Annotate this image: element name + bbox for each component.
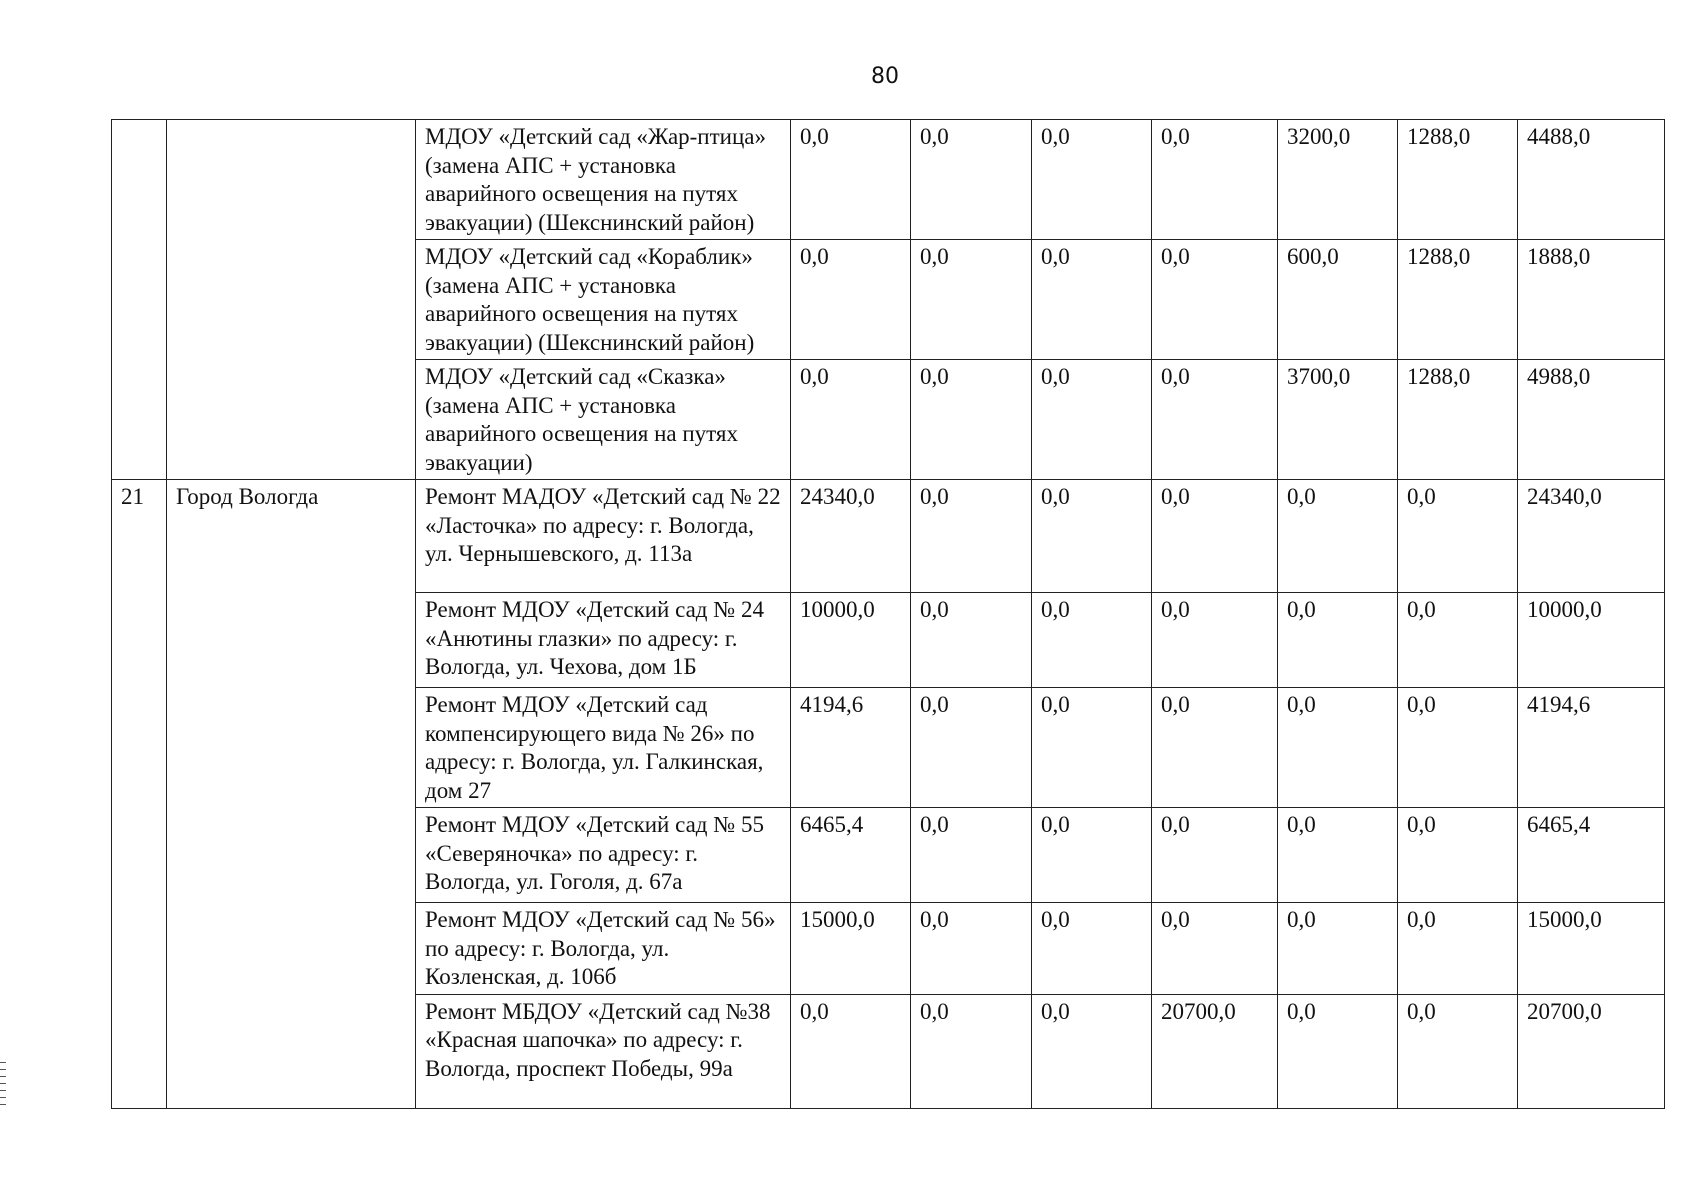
municipality-cell: Город Вологда [167, 480, 416, 1109]
value-cell: 0,0 [1398, 903, 1518, 995]
row-index-cell [112, 120, 167, 480]
value-cell: 0,0 [1152, 688, 1278, 808]
value-cell: 0,0 [911, 360, 1032, 480]
value-cell: 0,0 [1278, 480, 1398, 593]
value-cell: 3200,0 [1278, 120, 1398, 240]
value-cell: 0,0 [911, 688, 1032, 808]
total-cell: 20700,0 [1518, 994, 1665, 1108]
object-cell: МДОУ «Детский сад «Жар-птица» (замена АПС + установка аварийного освещения на путях эвакуации) (Шекснинский район) [416, 120, 791, 240]
value-cell: 0,0 [1278, 808, 1398, 903]
value-cell: 0,0 [791, 240, 911, 360]
value-cell: 0,0 [911, 593, 1032, 688]
object-cell: Ремонт МДОУ «Детский сад № 55 «Северяночка» по адресу: г. Вологда, ул. Гоголя, д. 67а [416, 808, 791, 903]
value-cell: 20700,0 [1152, 994, 1278, 1108]
value-cell: 0,0 [1032, 240, 1152, 360]
value-cell: 0,0 [1032, 360, 1152, 480]
value-cell: 24340,0 [791, 480, 911, 593]
value-cell: 0,0 [791, 120, 911, 240]
value-cell: 0,0 [911, 480, 1032, 593]
object-cell: Ремонт МДОУ «Детский сад № 56» по адресу: г. Вологда, ул. Козленская, д. 106б [416, 903, 791, 995]
value-cell: 0,0 [1032, 480, 1152, 593]
value-cell: 0,0 [911, 240, 1032, 360]
scan-margin-marks [0, 1062, 6, 1108]
value-cell: 15000,0 [791, 903, 911, 995]
object-cell: Ремонт МДОУ «Детский сад компенсирующего вида № 26» по адресу: г. Вологда, ул. Галкинская, дом 27 [416, 688, 791, 808]
total-cell: 1888,0 [1518, 240, 1665, 360]
value-cell: 0,0 [1152, 593, 1278, 688]
value-cell: 1288,0 [1398, 360, 1518, 480]
value-cell: 0,0 [1152, 808, 1278, 903]
total-cell: 4488,0 [1518, 120, 1665, 240]
value-cell: 0,0 [1278, 593, 1398, 688]
value-cell: 0,0 [1032, 808, 1152, 903]
value-cell: 0,0 [911, 903, 1032, 995]
value-cell: 0,0 [1032, 994, 1152, 1108]
value-cell: 0,0 [1152, 903, 1278, 995]
row-index-cell: 21 [112, 480, 167, 1109]
object-cell: МДОУ «Детский сад «Кораблик» (замена АПС + установка аварийного освещения на путях эвакуации) (Шекснинский район) [416, 240, 791, 360]
value-cell: 0,0 [791, 994, 911, 1108]
value-cell: 0,0 [1152, 240, 1278, 360]
value-cell: 0,0 [1398, 593, 1518, 688]
page-number: 80 [871, 64, 899, 89]
value-cell: 1288,0 [1398, 120, 1518, 240]
total-cell: 10000,0 [1518, 593, 1665, 688]
value-cell: 600,0 [1278, 240, 1398, 360]
object-cell: МДОУ «Детский сад «Сказка» (замена АПС + установка аварийного освещения на путях эвакуации) [416, 360, 791, 480]
value-cell: 0,0 [1398, 480, 1518, 593]
municipality-cell [167, 120, 416, 480]
value-cell: 3700,0 [1278, 360, 1398, 480]
value-cell: 10000,0 [791, 593, 911, 688]
total-cell: 24340,0 [1518, 480, 1665, 593]
value-cell: 0,0 [1152, 120, 1278, 240]
value-cell: 0,0 [911, 120, 1032, 240]
value-cell: 0,0 [1398, 994, 1518, 1108]
value-cell: 0,0 [1278, 688, 1398, 808]
value-cell: 0,0 [791, 360, 911, 480]
value-cell: 0,0 [911, 994, 1032, 1108]
value-cell: 0,0 [1032, 593, 1152, 688]
object-cell: Ремонт МАДОУ «Детский сад № 22 «Ласточка» по адресу: г. Вологда, ул. Чернышевского, д. 113а [416, 480, 791, 593]
total-cell: 6465,4 [1518, 808, 1665, 903]
total-cell: 15000,0 [1518, 903, 1665, 995]
object-cell: Ремонт МДОУ «Детский сад № 24 «Анютины глазки» по адресу: г. Вологда, ул. Чехова, дом 1Б [416, 593, 791, 688]
value-cell: 0,0 [1152, 360, 1278, 480]
object-cell: Ремонт МБДОУ «Детский сад №38 «Красная шапочка» по адресу: г. Вологда, проспект Победы, 99а [416, 994, 791, 1108]
value-cell: 0,0 [1152, 480, 1278, 593]
value-cell: 0,0 [1032, 688, 1152, 808]
value-cell: 0,0 [1032, 120, 1152, 240]
value-cell: 1288,0 [1398, 240, 1518, 360]
funding-table [111, 119, 1665, 1109]
value-cell: 0,0 [911, 808, 1032, 903]
value-cell: 0,0 [1398, 808, 1518, 903]
value-cell: 0,0 [1032, 903, 1152, 995]
value-cell: 6465,4 [791, 808, 911, 903]
value-cell: 0,0 [1278, 994, 1398, 1108]
table-row [112, 480, 1665, 593]
total-cell: 4988,0 [1518, 360, 1665, 480]
value-cell: 4194,6 [791, 688, 911, 808]
table-row [112, 120, 1665, 240]
value-cell: 0,0 [1398, 688, 1518, 808]
total-cell: 4194,6 [1518, 688, 1665, 808]
value-cell: 0,0 [1278, 903, 1398, 995]
